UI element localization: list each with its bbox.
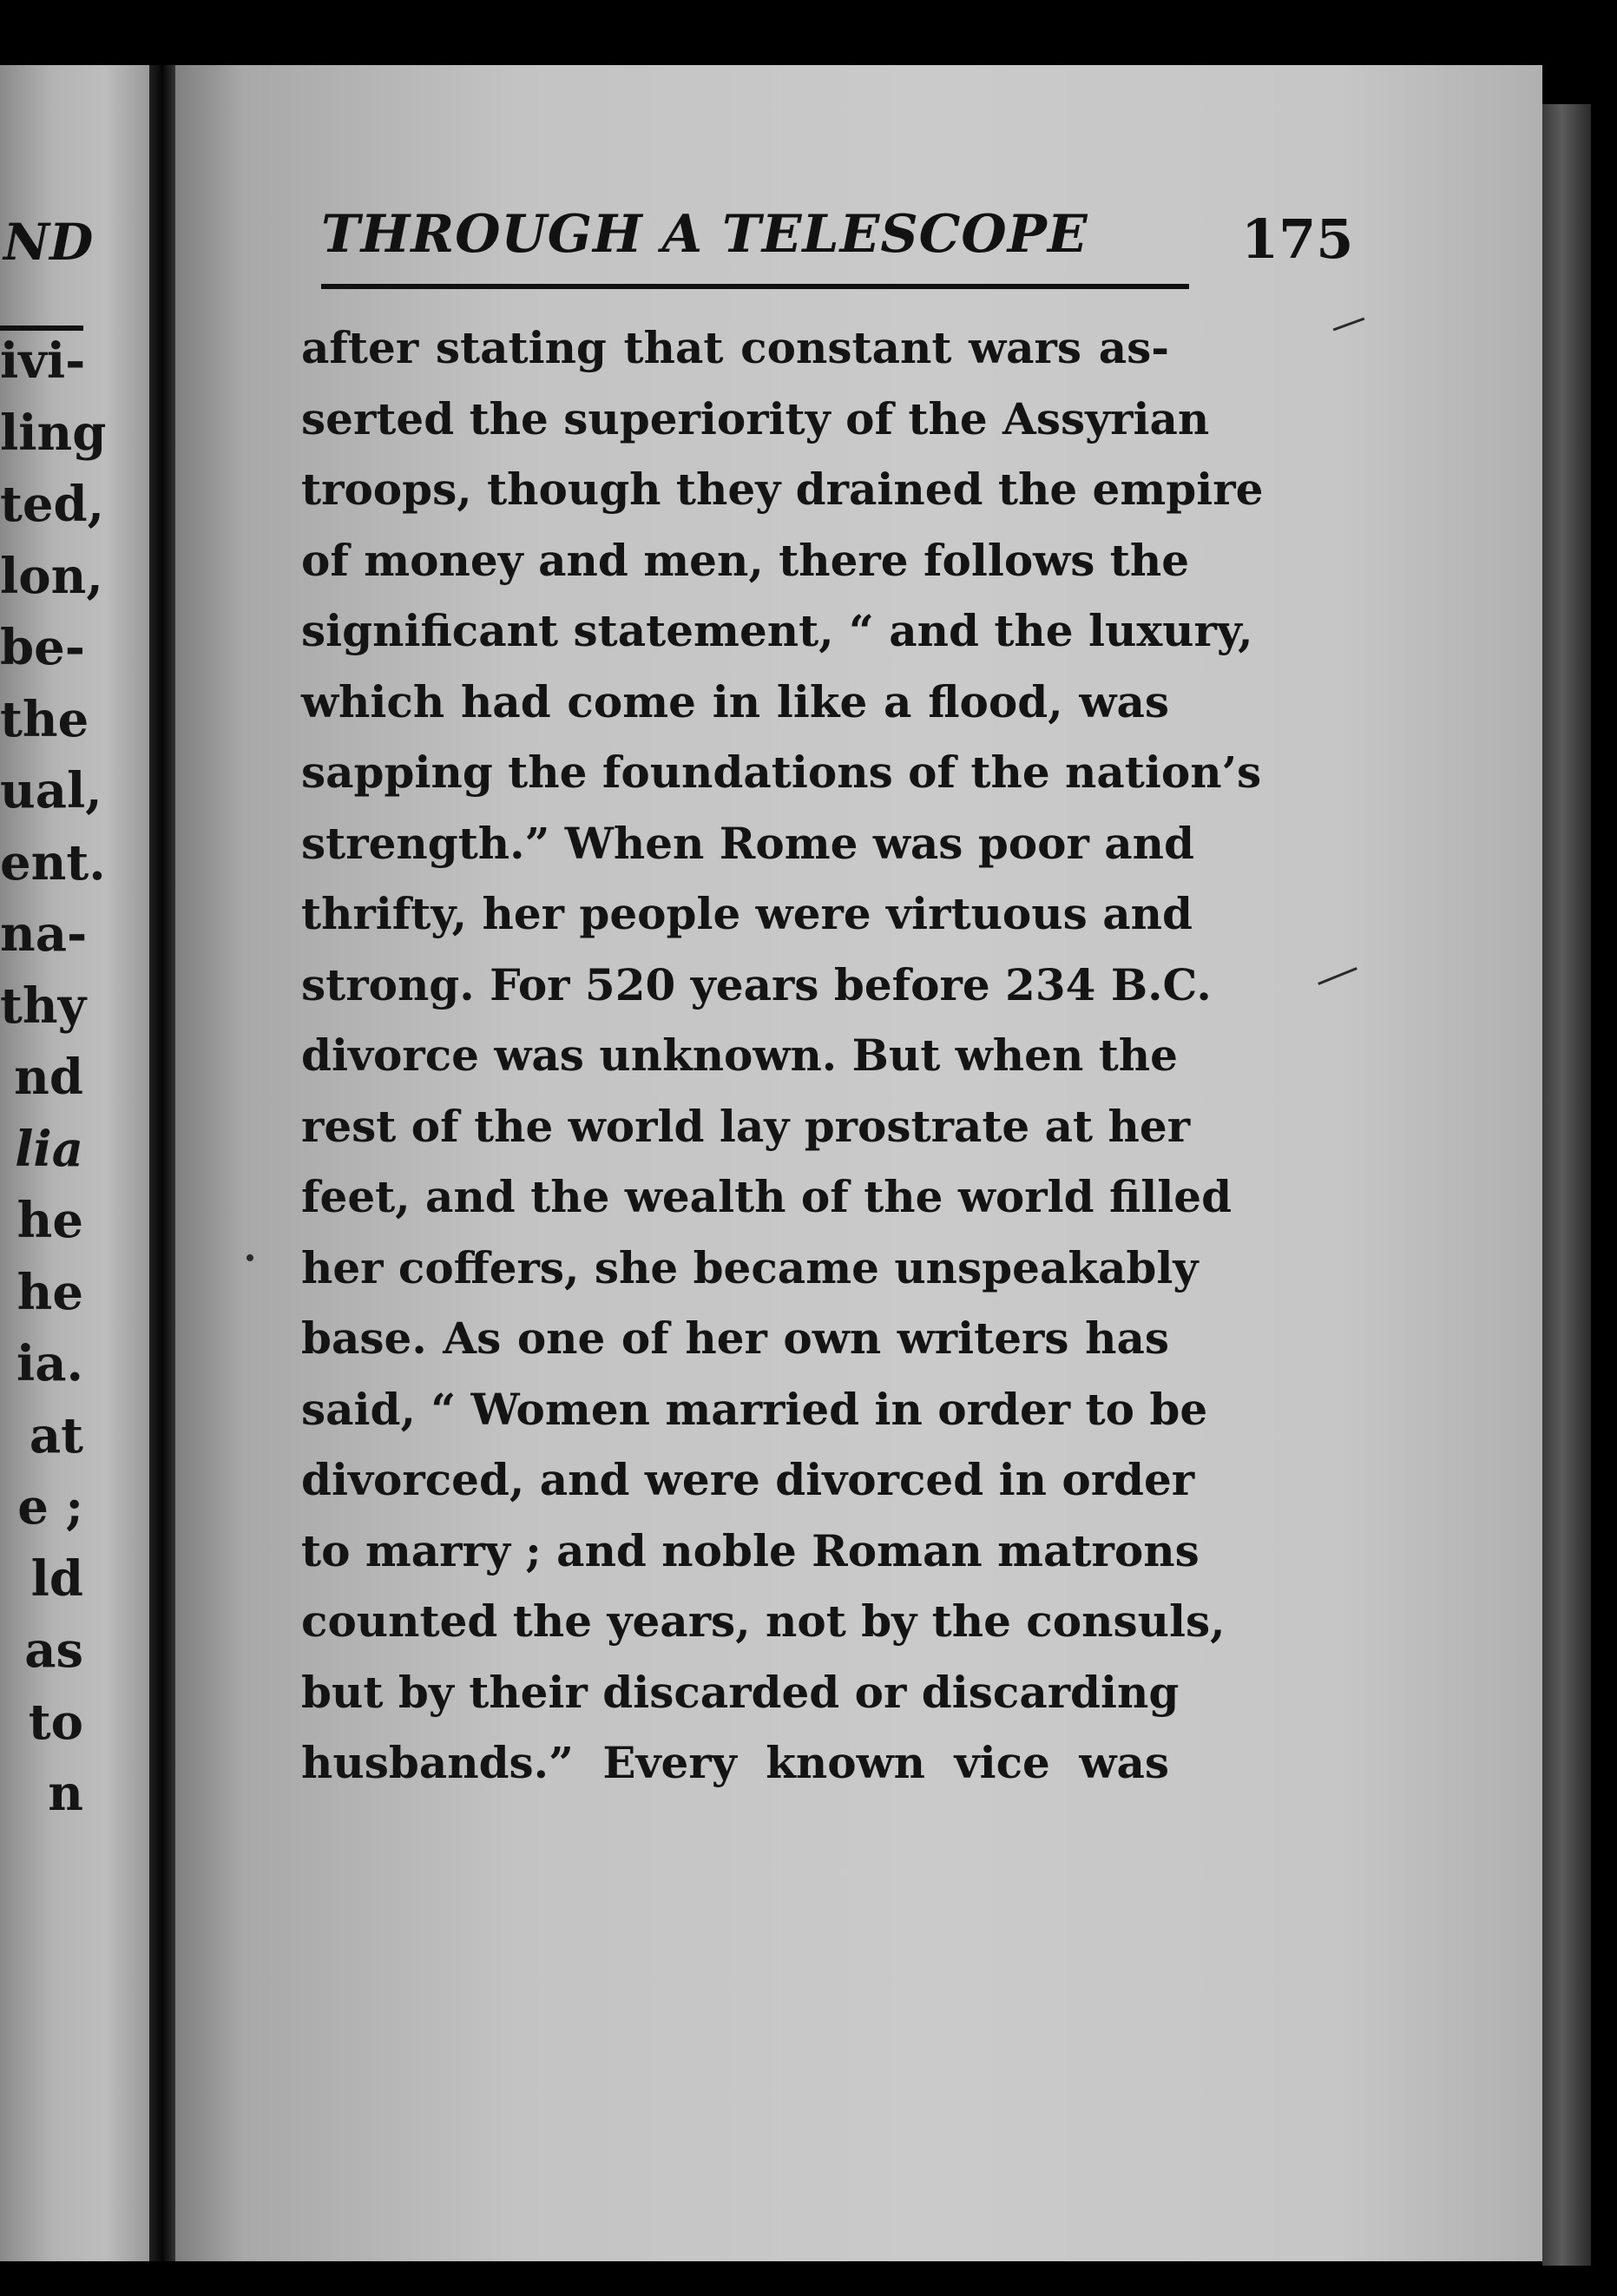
left-line-fragment: ia. (16, 1335, 83, 1392)
left-line-fragment: as (24, 1622, 83, 1679)
book-page (175, 65, 1542, 2261)
left-line-fragment: ual, (0, 762, 102, 819)
left-line-fragment: na- (0, 905, 88, 963)
previous-page-line-fragments (0, 326, 107, 1830)
text-line: divorce was unknown. But when the (301, 1030, 1178, 1081)
running-head (321, 204, 1376, 291)
text-line: of money and men, there follows the (301, 534, 1190, 586)
running-title: THROUGH A TELESCOPE (321, 204, 1088, 265)
body-text (301, 312, 1264, 1799)
left-line-fragment: he (16, 1192, 83, 1249)
text-line: feet, and the wealth of the world filled (301, 1171, 1232, 1222)
page-edge-shadow (1542, 104, 1591, 2266)
left-line-fragment: thy (0, 977, 87, 1035)
text-line: significant statement, “ and the luxury, (301, 605, 1253, 656)
text-line: but by their discarded or discarding (301, 1666, 1180, 1718)
text-line: said, “ Women married in order to be (301, 1383, 1208, 1435)
text-line: her coffers, she became unspeakably (301, 1241, 1199, 1293)
text-line: strong. For 520 years before 234 B.C. (301, 958, 1212, 1010)
text-line: divorced, and were divorced in order (301, 1454, 1195, 1505)
left-line-fragment: at (29, 1406, 83, 1464)
left-line-fragment: ld (30, 1549, 83, 1608)
left-line-fragment: the (0, 690, 89, 748)
text-line: serted the superiority of the Assyrian (301, 392, 1210, 444)
left-line-fragment: ivi- (0, 332, 86, 390)
text-line: thrifty, her people were virtuous and (301, 888, 1193, 939)
text-line: base. As one of her own writers has (301, 1312, 1169, 1364)
left-line-fragment: n (48, 1765, 83, 1822)
left-line-fragment: e ; (17, 1478, 83, 1536)
left-line-fragment: ling (0, 404, 107, 462)
text-line: after stating that constant wars as- (301, 322, 1169, 373)
text-line: counted the years, not by the consuls, (301, 1595, 1226, 1647)
left-line-fragment: nd (14, 1049, 83, 1106)
scan-speck (1318, 967, 1357, 985)
text-line: husbands.” Every known vice was (301, 1737, 1169, 1788)
left-line-fragment: he (16, 1263, 83, 1321)
previous-page-strip (0, 65, 149, 2261)
left-line-fragment: lia (15, 1120, 83, 1178)
left-line-fragment: to (28, 1693, 83, 1751)
running-head-rule (321, 284, 1189, 289)
page-number: 175 (1241, 207, 1354, 271)
scan-speck (1333, 318, 1365, 332)
left-line-fragment: lon, (0, 547, 103, 605)
text-line: to marry ; and noble Roman matrons (301, 1524, 1200, 1576)
left-line-fragment: be- (0, 619, 86, 676)
scan-speck (246, 1254, 253, 1261)
book-gutter (149, 65, 175, 2261)
text-line: sapping the foundations of the nation’s (301, 747, 1262, 798)
previous-page-running-head: ND (3, 213, 94, 272)
text-line: which had come in like a flood, was (301, 675, 1169, 727)
left-line-fragment: ted, (0, 476, 105, 533)
text-line: troops, though they drained the empire (301, 464, 1264, 515)
left-line-fragment: ent. (0, 833, 106, 891)
text-line: strength.” When Rome was poor and (301, 817, 1194, 869)
text-line: rest of the world lay prostrate at her (301, 1100, 1191, 1152)
